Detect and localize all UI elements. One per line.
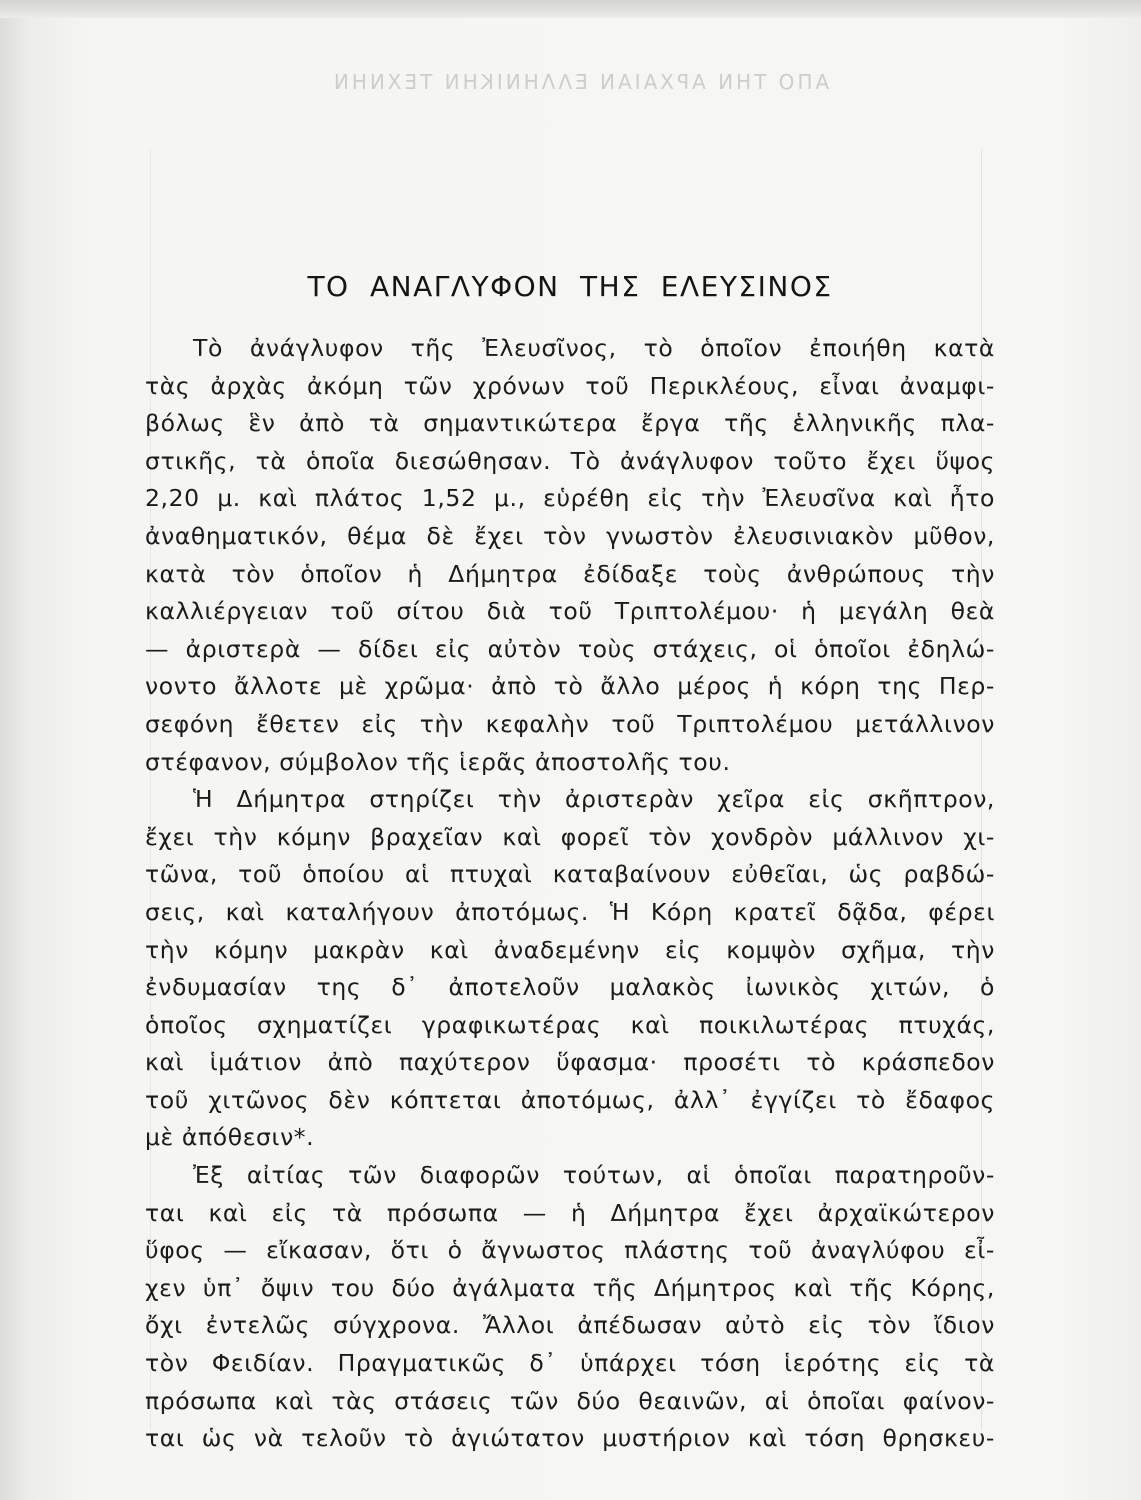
text-line: ὁποῖος σχηματίζει γραφικωτέρας καὶ ποικιλωτέρας πτυχάς,	[145, 1010, 995, 1039]
text-line: — ἀριστερὰ — δίδει εἰς αὐτὸν τοὺς στάχεις, οἱ ὁποῖοι ἐδηλώ-	[145, 634, 995, 663]
text-line: ἔχει τὴν κόμην βραχεῖαν καὶ φορεῖ τὸν χονδρὸν μάλλινον χι-	[145, 822, 995, 851]
text-line: νοντο ἄλλοτε μὲ χρῶμα· ἀπὸ τὸ ἄλλο μέρος ἡ κόρη της Περ-	[145, 672, 995, 701]
text-line: ἐνδυμασίαν της δ᾿ ἀποτελοῦν μαλακὸς ἰωνικὸς χιτών, ὁ	[145, 973, 995, 1002]
text-line: στέφανον, σύμβολον τῆς ἱερᾶς ἀποστολῆς του.	[145, 747, 731, 776]
text-line: ὕφος — εἴκασαν, ὅτι ὁ ἄγνωστος πλάστης τοῦ ἀναγλύφου εἶ-	[145, 1236, 995, 1265]
text-line: Ἐξ αἰτίας τῶν διαφορῶν τούτων, αἱ ὁποῖαι παρατηροῦν-	[193, 1161, 995, 1190]
text-line: χεν ὑπ᾿ ὄψιν του δύο ἀγάλματα τῆς Δήμητρος καὶ τῆς Κόρης,	[145, 1273, 995, 1302]
text-line: καὶ ἱμάτιον ἀπὸ παχύτερον ὕφασμα· προσέτι τὸ κράσπεδον	[145, 1048, 995, 1077]
text-line: Τὸ ἀνάγλυφον τῆς Ἐλευσῖνος, τὸ ὁποῖον ἐποιήθη κατὰ	[193, 334, 995, 362]
text-line: κατὰ τὸν ὁποῖον ἡ Δήμητρα ἐδίδαξε τοὺς ἀνθρώπους τὴν	[145, 559, 995, 588]
text-line: τῶνα, τοῦ ὁποίου αἱ πτυχαὶ καταβαίνουν εὐθεῖαι, ὡς ραβδώ-	[145, 860, 995, 889]
text-line: ται ὡς νὰ τελοῦν τὸ ἁγιώτατον μυστήριον καὶ τόση θρησκευ-	[145, 1424, 995, 1453]
text-line: ἀναθηματικόν, θέμα δὲ ἔχει τὸν γνωστὸν ἐλευσινιακὸν μῦθον,	[145, 521, 995, 550]
text-line: καλλιέργειαν τοῦ σίτου διὰ τοῦ Τριπτολέμου· ἡ μεγάλη θεὰ	[145, 597, 995, 626]
text-line: τὴν κόμην μακρὰν καὶ ἀναδεμένην εἰς κομψὸν σχῆμα, τὴν	[145, 935, 995, 964]
text-line: στικῆς, τὰ ὁποῖα διεσώθησαν. Τὸ ἀνάγλυφον τοῦτο ἔχει ὕψος	[145, 446, 995, 475]
page-top-edge	[0, 0, 1141, 18]
text-line: τοῦ χιτῶνος δὲν κόπτεται ἀποτόμως, ἀλλ᾿ ἐγγίζει τὸ ἔδαφος	[145, 1085, 995, 1114]
text-line: τὸν Φειδίαν. Πραγματικῶς δ᾿ ὑπάρχει τόση ἱερότης εἰς τὰ	[145, 1349, 995, 1378]
body-text	[145, 330, 995, 1458]
text-line: σεις, καὶ καταλήγουν ἀποτόμως. Ἡ Κόρη κρατεῖ δᾷδα, φέρει	[145, 897, 995, 926]
text-line: πρόσωπα καὶ τὰς στάσεις τῶν δύο θεαινῶν, αἱ ὁποῖαι φαίνον-	[145, 1386, 995, 1415]
text-line: Ἡ Δήμητρα στηρίζει τὴν ἀριστερὰν χεῖρα εἰς σκῆπτρον,	[193, 785, 995, 814]
bleed-through-header: ΑΠΟ ΤΗΝ ΑΡΧΑΙΑΝ ΕΛΛΗΝΙΚΗΝ ΤΕΧΝΗΝ	[330, 70, 830, 94]
text-line: βόλως ἓν ἀπὸ τὰ σημαντικώτερα ἔργα τῆς ἑλληνικῆς πλα-	[145, 409, 995, 438]
text-line: τὰς ἀρχὰς ἀκόμη τῶν χρόνων τοῦ Περικλέους, εἶναι ἀναμφι-	[145, 371, 995, 400]
page-title: ΤΟ ΑΝΑΓΛΥΦΟΝ ΤΗΣ ΕΛΕΥΣΙΝΟΣ	[307, 270, 833, 303]
text-line: σεφόνη ἔθετεν εἰς τὴν κεφαλὴν τοῦ Τριπτολέμου μετάλλινον	[145, 709, 995, 738]
text-line: 2,20 μ. καὶ πλάτος 1,52 μ., εὑρέθη εἰς τὴν Ἐλευσῖνα καὶ ἦτο	[145, 484, 995, 513]
text-line: ὄχι ἐντελῶς σύγχρονα. Ἄλλοι ἀπέδωσαν αὐτὸ εἰς τὸν ἴδιον	[145, 1311, 995, 1340]
text-line: ται καὶ εἰς τὰ πρόσωπα — ἡ Δήμητρα ἔχει ἀρχαϊκώτερον	[145, 1198, 995, 1227]
text-line: μὲ ἀπόθεσιν*.	[145, 1123, 315, 1152]
